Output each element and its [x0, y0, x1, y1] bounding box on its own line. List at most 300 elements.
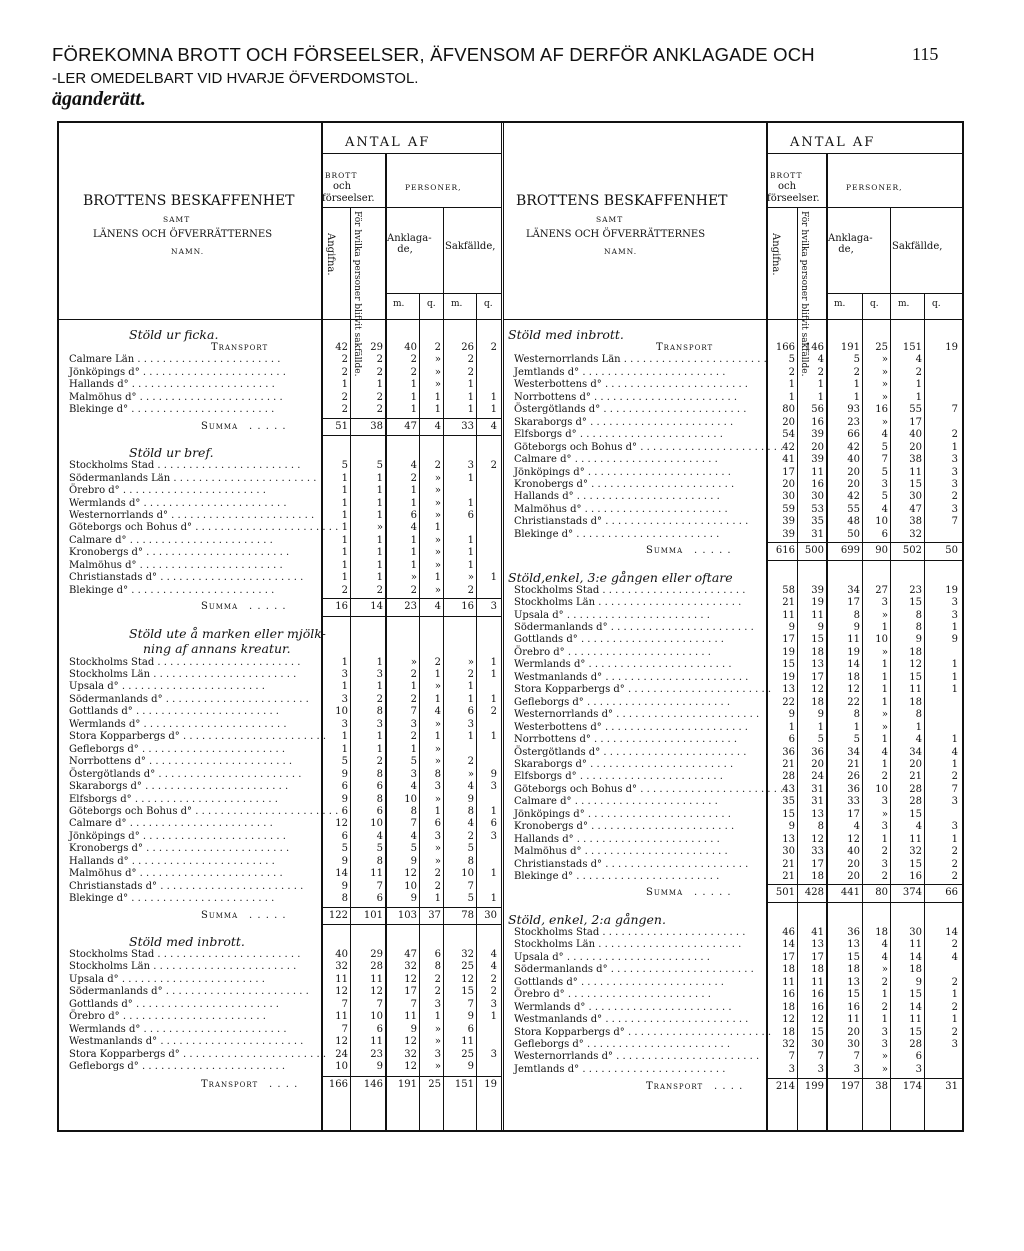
table-row — [59, 881, 501, 893]
table-cell: 1 — [434, 522, 441, 534]
table-cell: 42 — [335, 342, 348, 353]
row-label — [69, 805, 339, 818]
table-cell: 21 — [782, 871, 795, 882]
table-cell: 1 — [467, 391, 474, 403]
leader-dots: . . . . . . . . . . . . . . . . . . . . . . . — [573, 528, 720, 540]
table-cell: 7 — [788, 1051, 795, 1063]
header-angifna: Angifna. — [770, 233, 781, 276]
transport-label: Transport — [211, 342, 269, 353]
table-row — [59, 535, 501, 547]
table-cell: 501 — [775, 887, 795, 899]
table-cell: » — [434, 509, 441, 521]
table-cell: 1 — [410, 559, 417, 571]
table-cell: 11 — [909, 684, 922, 696]
table-cell: 50 — [945, 545, 958, 557]
table-cell: » — [881, 646, 888, 658]
table-cell: 2 — [951, 771, 958, 783]
table-cell: 214 — [775, 1081, 795, 1093]
table-cell: 25 — [461, 1048, 474, 1060]
table-row — [504, 809, 962, 821]
leader-dots: . . . . . . . . . . . . . . . . . . . . . . . — [579, 366, 726, 378]
table-cell: 4 — [951, 951, 958, 963]
table-cell: » — [881, 354, 888, 366]
row-label — [514, 441, 784, 454]
table-row — [504, 516, 962, 528]
leader-dots: . . . . . . . . . . . . . . . . . . . . . . . — [573, 871, 720, 882]
row-label — [69, 856, 317, 868]
table-row — [504, 834, 962, 846]
table-cell: 1 — [376, 485, 383, 497]
table-cell: 3 — [490, 601, 497, 613]
row-label — [69, 498, 317, 510]
table-cell: » — [881, 379, 888, 391]
table-cell: 1 — [434, 669, 441, 680]
row-label — [69, 572, 317, 584]
table-cell: 500 — [804, 545, 824, 557]
leader-dots: . . . . . . . . . . . . . . . . . . . . . . . — [142, 843, 290, 855]
table-cell: 8 — [915, 709, 922, 721]
table-cell: 4 — [915, 354, 922, 366]
table-cell: » — [881, 1051, 888, 1063]
table-cell: 2 — [434, 868, 441, 880]
table-cell: 3 — [951, 1038, 958, 1050]
table-cell: 2 — [915, 366, 922, 378]
table-cell: 1 — [951, 622, 958, 633]
table-cell: 8 — [434, 961, 441, 973]
table-cell: 18 — [811, 964, 824, 976]
table-cell: 1 — [341, 743, 348, 755]
table-cell: 46 — [782, 926, 795, 938]
table-cell: » — [467, 768, 474, 780]
table-cell: 441 — [840, 887, 860, 899]
table-row — [59, 585, 501, 597]
section-title: Stöld ur ficka. — [129, 327, 219, 342]
section-title: Stöld, enkel, 2:a gången. — [508, 911, 666, 927]
leader-dots: . . . . . . . . . . . . . . . . . . . . . . . — [132, 998, 279, 1010]
table-cell: 9 — [788, 821, 795, 833]
sum-rule — [766, 884, 962, 885]
region-name: Calmare Län — [69, 354, 135, 366]
table-cell: 122 — [328, 909, 348, 921]
table-cell: 59 — [782, 503, 795, 515]
table-cell: 151 — [902, 342, 922, 353]
table-cell: 17 — [782, 466, 795, 478]
row-label — [514, 989, 762, 1001]
header-och: och — [333, 181, 352, 192]
row-label — [69, 547, 317, 559]
table-row — [59, 794, 501, 806]
header-m: m. — [834, 299, 846, 309]
transport-label: Transport — [656, 342, 714, 353]
region-name: Malmöhus d° — [69, 868, 137, 880]
table-cell: 199 — [804, 1081, 824, 1093]
table-cell: 6 — [467, 1023, 474, 1035]
table-cell: 1 — [434, 693, 441, 705]
table-cell: 1 — [853, 391, 860, 403]
leader-dots: . . . . . . . . . . . . . . . . . . . . . . . — [571, 454, 718, 466]
region-name: Westmanlands d° — [514, 1014, 603, 1026]
table-cell: 8 — [817, 821, 824, 833]
leader-dots: . . . . . . . . . . . . . . . . . . . . . . . — [579, 1063, 726, 1075]
table-cell: » — [434, 485, 441, 497]
table-cell: 146 — [804, 342, 824, 353]
table-cell: 12 — [811, 684, 824, 696]
table-cell: 1 — [410, 485, 417, 497]
table-cell: 12 — [335, 818, 348, 830]
sum-rule — [321, 924, 501, 925]
table-cell: 6 — [434, 818, 441, 830]
row-label — [69, 744, 317, 756]
leader-dots: . . . . . . . . . . . . . . . . . . . . . . . — [602, 858, 749, 870]
region-name: Jönköpings d° — [514, 808, 585, 820]
table-cell: 12 — [404, 1061, 417, 1073]
leader-dots: . . . . . . . . . . . . . . . . . . . . . . . — [155, 768, 302, 780]
table-cell: » — [434, 756, 441, 768]
table-cell: 1 — [490, 669, 497, 680]
table-cell: 9 — [788, 622, 795, 633]
table-cell: 6 — [410, 509, 417, 521]
region-name: Norrbottens d° — [514, 734, 591, 746]
table-cell: » — [881, 416, 888, 428]
table-row — [59, 806, 501, 818]
table-cell: 2 — [410, 693, 417, 705]
leader-dots: . . . . — [714, 1081, 744, 1093]
table-cell: 9 — [341, 855, 348, 867]
table-cell: 11 — [404, 1011, 417, 1023]
header-q: q. — [427, 299, 436, 309]
table-cell: » — [881, 721, 888, 733]
table-cell: 3 — [434, 781, 441, 793]
region-name: Östergötlands d° — [514, 746, 601, 758]
table-cell: 12 — [847, 833, 860, 845]
row-label — [514, 771, 762, 783]
table-row — [504, 634, 962, 646]
table-cell: 6 — [376, 781, 383, 793]
table-cell: 18 — [909, 646, 922, 658]
running-header-continued: -LER OMEDELBART VID HVARJE ÖFVERDOMSTOL. — [52, 70, 419, 87]
table-row — [59, 974, 501, 986]
table-cell: 11 — [370, 1036, 383, 1048]
leader-dots: . . . . . . . . . . . . . . . . . . . . . . . — [637, 783, 784, 795]
table-cell: 2 — [376, 404, 383, 416]
section-title: Stöld ute å marken eller mjölk- — [129, 625, 326, 641]
row-label — [514, 504, 762, 516]
table-cell: 5 — [853, 734, 860, 746]
table-row — [504, 622, 962, 634]
row-label — [514, 622, 762, 634]
table-row — [504, 977, 962, 989]
header-rule — [321, 207, 385, 208]
summa-label: Summa — [646, 887, 684, 899]
table-cell: 1 — [881, 671, 888, 683]
table-cell: » — [434, 366, 441, 378]
table-cell: 28 — [909, 1038, 922, 1050]
table-cell: 14 — [847, 659, 860, 671]
table-row — [59, 1061, 501, 1073]
table-cell: 3 — [951, 597, 958, 609]
table-cell: 9 — [490, 768, 497, 780]
region-name: Jönköpings d° — [69, 830, 140, 842]
region-name: Westernorrlands d° — [69, 509, 168, 521]
table-row — [504, 659, 962, 671]
table-cell: 616 — [775, 545, 795, 557]
table-cell: 9 — [467, 793, 474, 805]
leader-dots: . . . . . . . . . . . . . . . . . . . . . . . — [576, 429, 723, 441]
table-cell: 17 — [847, 597, 860, 609]
table-cell: 4 — [881, 939, 888, 951]
table-cell: 7 — [467, 998, 474, 1010]
header-samt: SAMT — [596, 215, 624, 224]
table-cell: 9 — [915, 634, 922, 646]
table-row — [59, 522, 501, 534]
table-cell: 14 — [335, 868, 348, 880]
table-cell: 36 — [782, 746, 795, 758]
table-cell: 10 — [461, 868, 474, 880]
region-name: Jemtlands d° — [514, 366, 580, 378]
table-cell: 20 — [782, 478, 795, 490]
sum-rule — [766, 1078, 962, 1079]
table-cell: 13 — [811, 808, 824, 820]
table-row — [59, 560, 501, 572]
row-label — [514, 491, 762, 503]
table-cell: 16 — [811, 478, 824, 490]
table-cell: 17 — [909, 416, 922, 428]
table-cell: 22 — [847, 696, 860, 708]
leader-dots: . . . . . . . . . . . . . . . . . . . . . . . — [118, 973, 265, 985]
sum-rule — [321, 1076, 501, 1077]
table-cell: 16 — [811, 989, 824, 1001]
table-row — [59, 460, 501, 472]
table-cell: » — [881, 808, 888, 820]
leader-dots: . . . . . . . . . . . . . . . . . . . . . . . — [128, 379, 275, 391]
table-cell: 28 — [782, 771, 795, 783]
table-cell: 21 — [847, 758, 860, 770]
table-cell: 6 — [341, 781, 348, 793]
table-cell: » — [881, 391, 888, 403]
table-row — [504, 759, 962, 771]
region-name: Stockholms Län — [69, 669, 151, 680]
leader-dots: . . . . . . . . . . . . . . . . . . . . . . . — [602, 516, 749, 528]
region-name: Gottlands d° — [69, 706, 133, 718]
section-title: Stöld,enkel, 3:e gången eller oftare — [508, 569, 733, 585]
table-cell: 1 — [341, 509, 348, 521]
row-label — [514, 417, 762, 429]
region-name: Malmöhus d° — [514, 503, 582, 515]
summa-row — [59, 601, 501, 613]
table-cell: 10 — [875, 634, 888, 646]
region-name: Elfsborgs d° — [514, 771, 577, 783]
table-cell: 1 — [951, 989, 958, 1001]
table-cell: 3 — [853, 1063, 860, 1075]
row-label — [69, 781, 317, 793]
table-row — [504, 697, 962, 709]
leader-dots: . . . . . . . . . . . . . . . . . . . . . . . — [607, 622, 754, 633]
sum-rule — [321, 435, 501, 436]
table-cell: 1 — [881, 734, 888, 746]
region-name: Malmöhus d° — [514, 846, 582, 858]
table-cell: 2 — [410, 584, 417, 596]
table-cell: » — [410, 572, 417, 584]
leader-dots: . . . . . . . . . . . . . . . . . . . . . . . — [126, 534, 273, 546]
table-cell: » — [410, 656, 417, 668]
table-cell: 15 — [909, 597, 922, 609]
table-cell: 2 — [376, 693, 383, 705]
table-cell: 66 — [945, 887, 958, 899]
region-name: Hallands d° — [69, 855, 129, 867]
row-label — [514, 939, 762, 951]
header-antal-af: ANTAL AF — [790, 135, 876, 150]
table-cell: 36 — [847, 783, 860, 795]
table-cell: 13 — [782, 684, 795, 696]
table-cell: 32 — [404, 961, 417, 973]
table-cell: 2 — [467, 669, 474, 680]
table-cell: 1 — [410, 534, 417, 546]
table-cell: 1 — [467, 681, 474, 693]
table-cell: 4 — [881, 503, 888, 515]
table-cell: 2 — [951, 1026, 958, 1038]
table-cell: 428 — [804, 887, 824, 899]
table-cell: 1 — [467, 497, 474, 509]
table-cell: 3 — [951, 503, 958, 515]
table-cell: 3 — [341, 693, 348, 705]
region-name: Wermlands d° — [69, 1023, 141, 1035]
row-label — [514, 846, 762, 858]
table-cell: 1 — [434, 731, 441, 743]
row-label — [69, 1061, 317, 1073]
region-name: Kronobergs d° — [514, 478, 588, 490]
leader-dots: . . . . . . . . . . . . . . . . . . . . . . . — [581, 846, 728, 858]
region-name: Stora Kopparbergs d° — [69, 1048, 180, 1060]
table-cell: 2 — [376, 366, 383, 378]
leader-dots: . . . . . — [694, 545, 732, 557]
row-label — [514, 516, 762, 528]
table-cell: 18 — [847, 964, 860, 976]
table-cell: 12 — [370, 986, 383, 998]
row-label — [69, 585, 317, 597]
table-cell: 6 — [915, 1051, 922, 1063]
header-m: m. — [898, 299, 910, 309]
table-cell: 58 — [782, 584, 795, 596]
table-row — [59, 547, 501, 559]
table-cell: 30 — [484, 909, 497, 921]
leader-dots: . . . . . . . . . . . . . . . . . . . . . . . — [624, 684, 772, 696]
region-name: Kronobergs d° — [69, 843, 143, 855]
table-cell: 55 — [847, 503, 860, 515]
region-name: Blekinge d° — [69, 404, 129, 416]
table-cell: 12 — [811, 1014, 824, 1026]
table-cell: 9 — [915, 976, 922, 988]
sum-rule — [766, 902, 962, 903]
table-cell: 1 — [881, 758, 888, 770]
table-row — [59, 769, 501, 781]
row-label — [514, 709, 762, 721]
table-cell: 2 — [490, 342, 497, 353]
region-name: Upsala d° — [69, 681, 119, 693]
region-name: Örebro d° — [69, 485, 120, 497]
table-cell: 32 — [404, 1048, 417, 1060]
leader-dots: . . . . . . . . . . . . . . . . . . . . . . . — [585, 1001, 732, 1013]
transport-row — [59, 342, 501, 354]
leader-dots: . . . . . . . . . . . . . . . . . . . . . . . — [590, 734, 738, 746]
table-cell: 4 — [881, 746, 888, 758]
table-cell: 2 — [951, 976, 958, 988]
table-cell: 10 — [875, 516, 888, 528]
row-label — [69, 769, 317, 781]
row-label — [514, 379, 762, 391]
row-label — [69, 535, 317, 547]
row-label — [514, 672, 762, 684]
table-cell: 1 — [881, 659, 888, 671]
table-cell: 1 — [490, 391, 497, 403]
table-cell: 7 — [376, 998, 383, 1010]
table-cell: 80 — [875, 887, 888, 899]
header-rule — [766, 153, 962, 154]
row-label — [514, 734, 762, 746]
table-cell: 33 — [461, 420, 474, 432]
table-cell: 38 — [909, 454, 922, 466]
table-cell: 2 — [467, 830, 474, 842]
table-cell: 30 — [909, 926, 922, 938]
table-cell: 1 — [951, 659, 958, 671]
running-header: FÖREKOMNA BROTT OCH FÖRSEELSER, ÄFVENSOM AF DERFÖR ANKLAGADE OCH — [52, 44, 815, 65]
table-cell: 20 — [909, 758, 922, 770]
row-label — [69, 986, 317, 998]
table-cell: 10 — [335, 706, 348, 718]
table-cell: 4 — [467, 781, 474, 793]
table-cell: 17 — [811, 671, 824, 683]
table-cell: 3 — [881, 796, 888, 808]
row-label — [514, 697, 762, 709]
table-cell: 2 — [410, 669, 417, 680]
table-cell: 15 — [847, 951, 860, 963]
table-cell: 13 — [811, 659, 824, 671]
table-cell: 7 — [341, 998, 348, 1010]
leader-dots: . . . . . — [694, 887, 732, 899]
table-row — [504, 404, 962, 416]
table-cell: 2 — [881, 871, 888, 882]
table-cell: 166 — [775, 342, 795, 353]
table-cell: 2 — [951, 491, 958, 503]
row-label — [514, 1014, 762, 1026]
region-name: Södermanlands Län — [69, 472, 171, 484]
header-anklagade: Anklaga-de, — [828, 233, 873, 255]
row-label — [69, 657, 317, 669]
table-row — [504, 392, 962, 404]
table-cell: 24 — [335, 1048, 348, 1060]
leader-dots: . . . . . . . . . . . . . . . . . . . . . . . — [136, 868, 283, 880]
leader-dots: . . . . . . . . . . . . . . . . . . . . . . . — [564, 989, 711, 1001]
table-cell: 1 — [881, 989, 888, 1001]
table-cell: 5 — [467, 893, 474, 905]
table-cell: » — [434, 843, 441, 855]
table-cell: 6 — [467, 706, 474, 718]
table-cell: 5 — [467, 843, 474, 855]
leader-dots: . . . . . . . . . . . . . . . . . . . . . . . — [128, 893, 275, 905]
table-cell: 11 — [909, 833, 922, 845]
table-cell: 7 — [376, 880, 383, 892]
table-cell: 39 — [811, 454, 824, 466]
table-cell: 9 — [341, 880, 348, 892]
table-cell: 699 — [840, 545, 860, 557]
table-cell: 9 — [341, 793, 348, 805]
row-label — [514, 597, 762, 609]
table-cell: 1 — [490, 893, 497, 905]
table-row — [59, 681, 501, 693]
leader-dots: . . . . . — [249, 420, 287, 432]
table-cell: 1 — [490, 693, 497, 705]
table-row — [504, 1027, 962, 1039]
table-cell: 1 — [376, 559, 383, 571]
